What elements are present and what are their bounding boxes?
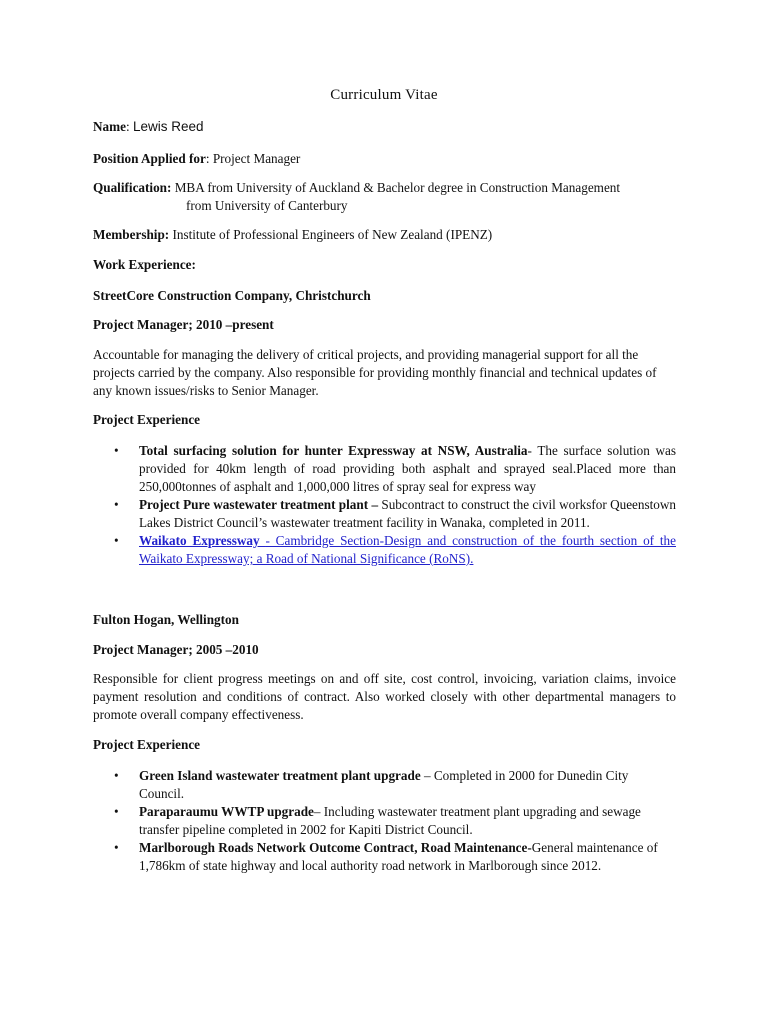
membership-line — [93, 226, 676, 244]
list-item: • Marlborough Roads Network Outcome Contract, Road Maintenance-General maintenance of 1,786km of state highway and local authority road network in Marlborough since 2012. — [114, 840, 658, 873]
bullet-icon: • — [114, 443, 119, 458]
position-value: Project Manager — [212, 151, 301, 166]
position-label: Position Applied for — [93, 151, 206, 166]
list-item: • Paraparaumu WWTP upgrade– Including wastewater treatment plant upgrading and sewage transfer pipeline completed in 2002 for Kapiti District Council. — [114, 804, 641, 837]
list-item: • Green Island wastewater treatment plant upgrade – Completed in 2000 for Dunedin City Council. — [114, 768, 629, 801]
job1-description: Accountable for managing the delivery of critical projects, and providing managerial support for all the projects carried by the company. Also responsible for providing monthly financial and technical updates of any known issues/risks to Senior Manager. — [93, 347, 657, 398]
qualification-text-1: MBA from University of Auckland & Bachelor degree in Construction Management — [174, 180, 621, 195]
waikato-expressway-link[interactable]: Waikato Expressway - Cambridge Section-Design and construction of the fourth section of the Waikato Expressway; a Road of National Significance (RoNS). — [139, 533, 676, 566]
job1-role: Project Manager; 2010 –present — [93, 317, 274, 332]
position-line: Position Applied for: Project Manager — [93, 151, 301, 166]
job1-project-list — [93, 442, 676, 568]
job2-company: Fulton Hogan, Wellington — [93, 612, 239, 627]
job2-role: Project Manager; 2005 –2010 — [93, 642, 259, 657]
qualification-block — [93, 179, 676, 215]
qualification-label: Qualification: — [93, 180, 172, 195]
job2-description: Responsible for client progress meetings on and off site, cost control, invoicing, variation claims, invoice payment resolution and conditions of contract. Also worked closely with other departmental managers to promote overall company effectiveness. — [93, 671, 676, 722]
job1-project-heading: Project Experience — [93, 412, 201, 427]
job2-project-heading: Project Experience — [93, 737, 201, 752]
list-item: • Total surfacing solution for hunter Expressway at NSW, Australia- The surface solution was provided for 40km length of road providing both asphalt and sprayed seal.Placed more than 250,000tonnes of asphalt and 1,000,000 litres of spray seal for express way — [114, 443, 676, 494]
name-line: Name: Lewis Reed — [93, 119, 204, 134]
list-item: • Project Pure wastewater treatment plant – Subcontract to construct the civil worksfor Queenstown Lakes District Council’s wastewater treatment facility in Wanaka, completed in 2011. — [114, 497, 677, 530]
name-value: Lewis Reed — [132, 119, 204, 134]
bullet-icon: • — [114, 533, 119, 548]
bullet-icon: • — [114, 768, 119, 783]
membership-value: Institute of Professional Engineers of New Zealand (IPENZ) — [172, 227, 493, 242]
membership-label: Membership: — [93, 227, 170, 242]
job2-project-list — [93, 767, 670, 875]
bullet-icon: • — [114, 840, 119, 855]
document-title: Curriculum Vitae — [330, 87, 438, 103]
bullet-icon: • — [114, 804, 119, 819]
qualification-text-2: from University of Canterbury — [186, 198, 348, 213]
name-label: Name — [93, 119, 126, 134]
list-item[interactable] — [93, 532, 676, 568]
job1-company: StreetCore Construction Company, Christchurch — [93, 288, 371, 303]
work-experience-heading: Work Experience: — [93, 257, 196, 272]
bullet-icon: • — [114, 497, 119, 512]
qualification-line-1 — [93, 179, 676, 197]
